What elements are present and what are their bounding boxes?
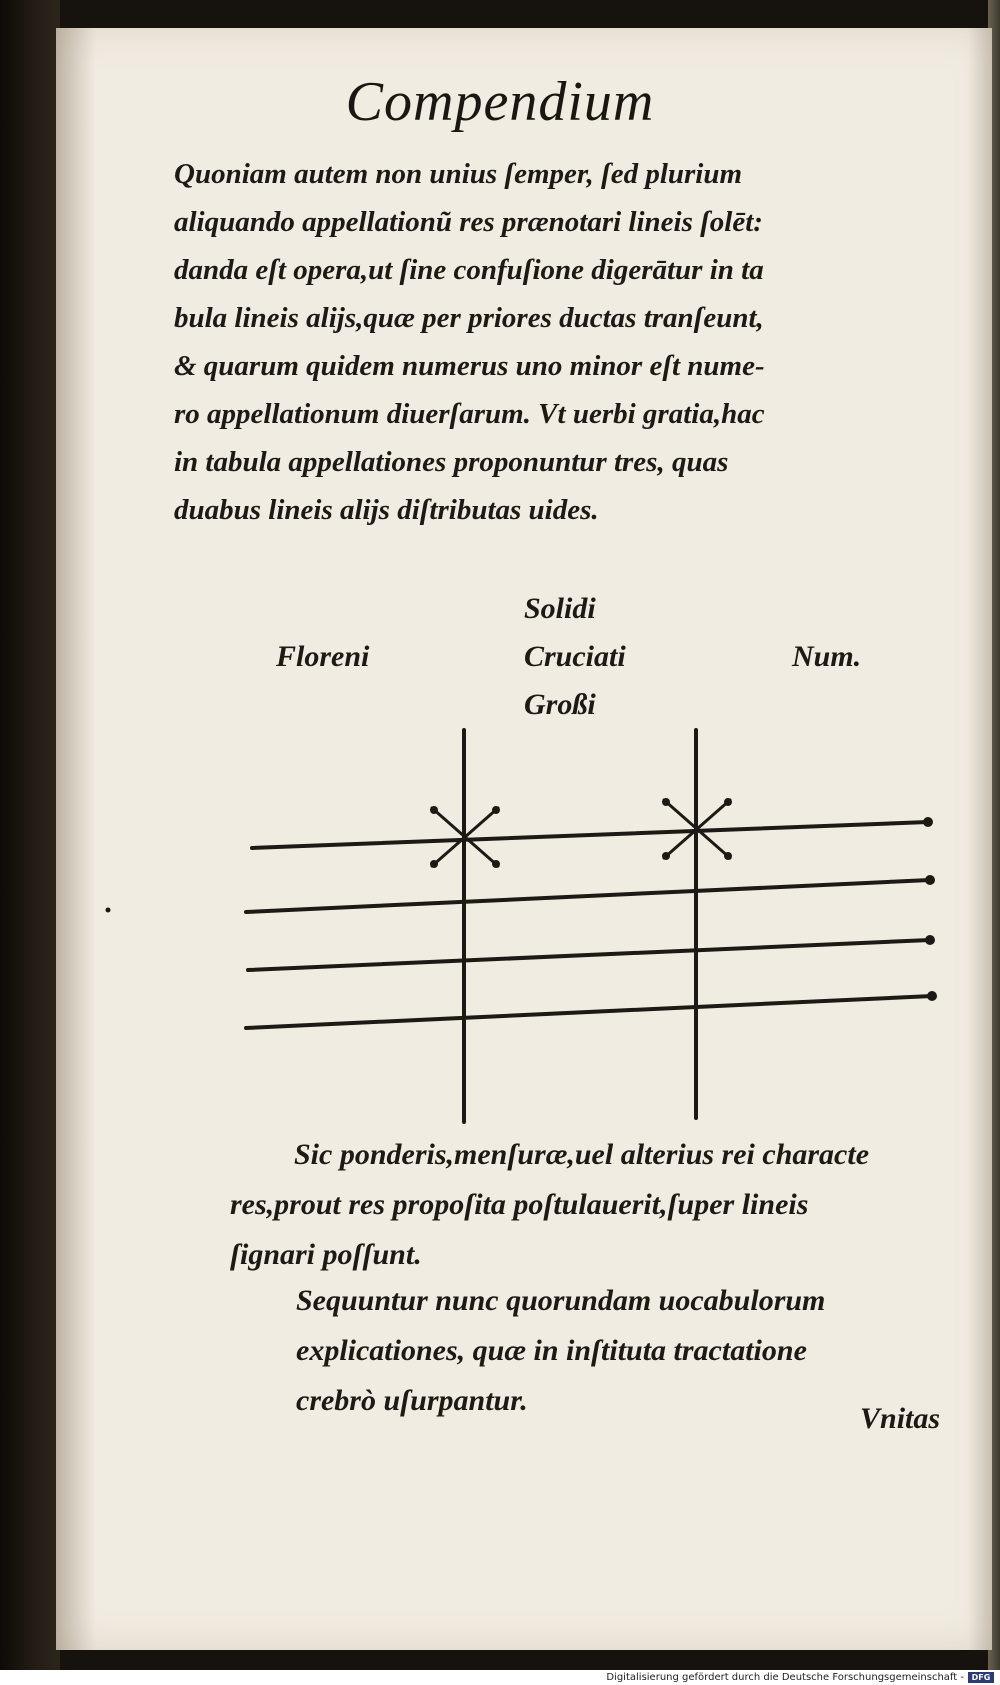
catchword: Vnitas	[860, 1402, 941, 1435]
page-gutter-shadow	[56, 28, 96, 1650]
footer-bar	[0, 1670, 1000, 1685]
text-line: res,prout res propoſita poſtulauerit,ſuper lineis	[230, 1188, 809, 1221]
text-line: Quoniam autem non unius ſemper, ſed plurium	[174, 158, 743, 190]
label-cruciati: Cruciati	[524, 640, 626, 673]
dfg-logo: DFG	[968, 1672, 994, 1683]
text-line: bula lineis alijs,quæ per priores ductas tranſeunt,	[174, 302, 764, 334]
text-line: Sequuntur nunc quorundam uocabulorum	[296, 1284, 826, 1317]
text-line: ro appellationum diuerſarum. Vt uerbi gratia,hac	[174, 398, 765, 430]
footer-credit: Digitalisierung gefördert durch die Deutsche Forschungsgemeinschaft -	[606, 1672, 964, 1683]
text-line: crebrò uſurpantur.	[296, 1384, 528, 1417]
paragraph-2	[230, 1130, 950, 1280]
text-line: ſignari poſſunt.	[230, 1238, 422, 1271]
label-solidi: Solidi	[524, 592, 596, 625]
book-binding-edge	[0, 0, 60, 1670]
label-floreni: Floreni	[276, 640, 370, 673]
page-edge-shadow	[968, 28, 992, 1650]
text-line: & quarum quidem numerus uno minor eſt nume-	[174, 350, 765, 382]
label-num: Num.	[792, 640, 862, 673]
text-line: aliquando appellationũ res prænotari lineis ſolēt:	[174, 206, 763, 238]
text-line: explicationes, quæ in inſtituta tractatione	[296, 1334, 807, 1367]
paragraph-1	[174, 150, 886, 534]
text-line: Sic ponderis,menſuræ,uel alterius rei characte	[294, 1138, 870, 1171]
text-line: duabus lineis alijs diſtributas uides.	[174, 494, 599, 526]
text-line: danda eſt opera,ut ſine confuſione digerātur in ta	[174, 254, 764, 286]
text-line: in tabula appellationes proponuntur tres, quas	[174, 446, 729, 478]
paragraph-3	[296, 1276, 936, 1426]
running-head: Compendium	[345, 71, 655, 133]
label-grossi: Großi	[524, 688, 596, 721]
